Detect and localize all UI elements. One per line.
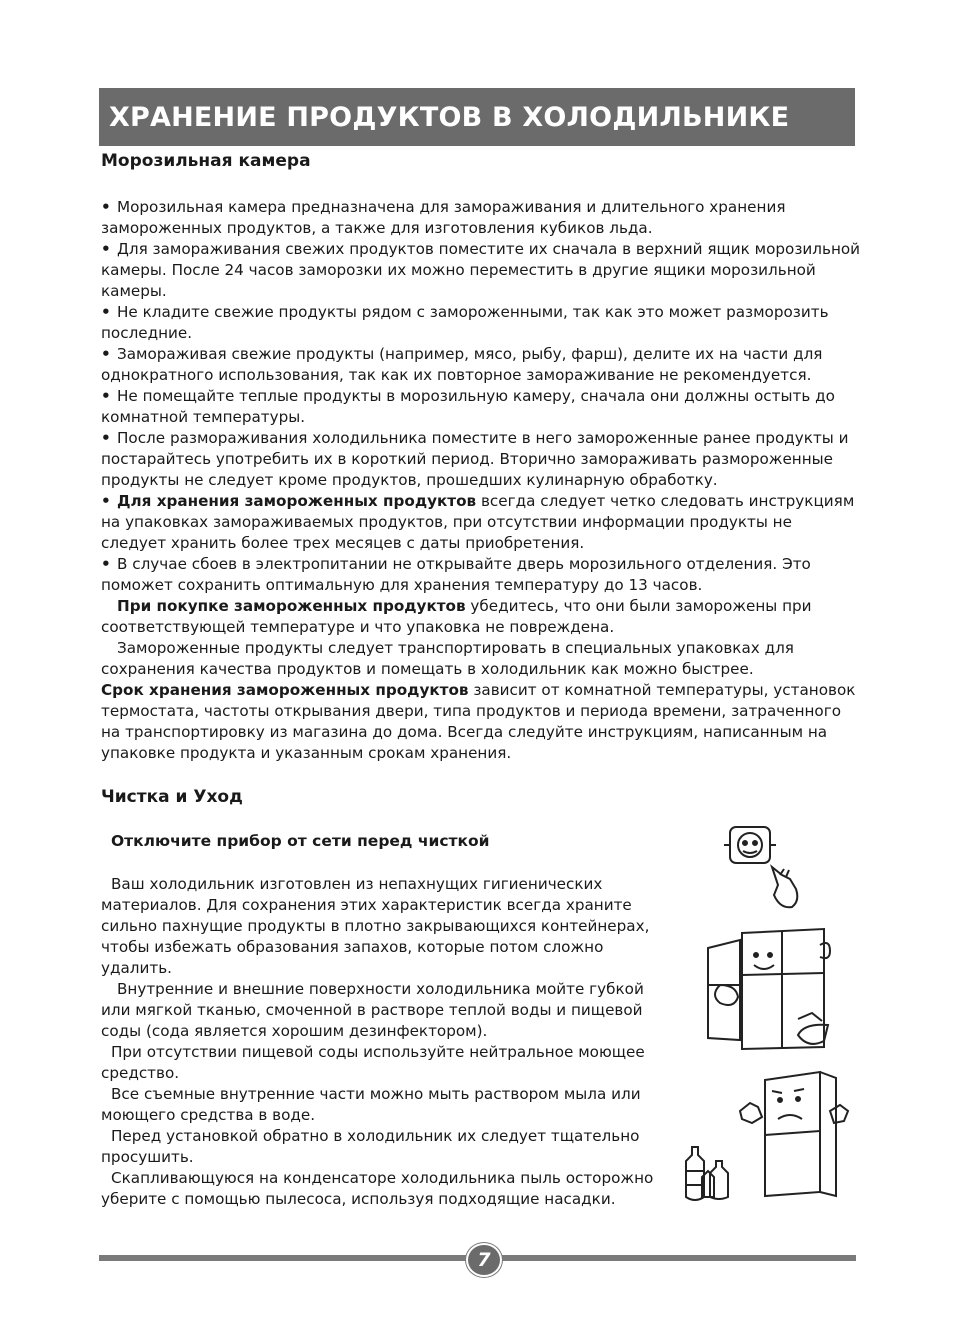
happy-fridge-icon [708,929,830,1049]
header-bar [99,88,855,146]
freezer-paragraph: • Не кладите свежие продукты рядом с замороженными, так как это может разморозить последние. [101,303,829,342]
sad-fridge-icon [740,1072,848,1196]
freezer-paragraph: • Не помещайте теплые продукты в морозильную камеру, сначала они должны остыть до комнатной температуры. [101,387,835,426]
cleaning-paragraph: Все съемные внутренние части можно мыть раствором мыла или моющего средства в воде. [101,1085,641,1124]
freezer-paragraph: • Для хранения замороженных продуктов всегда следует четко следовать инструкциям на упаковках замораживаемых продуктов, при отсутствии информации продукты не следует хранить более трех месяцев с даты приобретения. [101,492,855,552]
cleaning-body [101,874,661,1210]
cleaning-section-title: Чистка и Уход [101,787,243,807]
freezer-paragraph: • После размораживания холодильника поместите в него замороженные ранее продукты и постарайтесь употребить их в короткий период. Вторично замораживать размороженные продукты не следует кроме продуктов, прошедших кулинарную обработку. [101,429,849,489]
freezer-paragraph: • В случае сбоев в электропитании не открывайте дверь морозильного отделения. Это поможет сохранить оптимальную для хранения температуру до 13 часов. [101,555,811,594]
cleaning-paragraph: Внутренние и внешние поверхности холодильника мойте губкой или мягкой тканью, смоченной в растворе теплой воды и пищевой соды (сода является хорошим дезинфектором). [101,980,644,1040]
page-number-badge [466,1243,502,1277]
freezer-paragraph: При покупке замороженных продуктов убедитесь, что они были заморожены при соответствующей температуре и что упаковка не повреждена. [101,597,812,636]
freezer-paragraph: • Морозильная камера предназначена для замораживания и длительного хранения замороженных продуктов, а также для изготовления кубиков льда. [101,198,786,237]
cleaning-paragraph: Скапливающуюся на конденсаторе холодильника пыль осторожно уберите с помощью пылесоса, используя подходящие насадки. [101,1169,654,1208]
freezer-paragraph: Срок хранения замороженных продуктов зависит от комнатной температуры, установок термостата, частоты открывания двери, типа продуктов и периода времени, затраченного на транспортировку из магазина до дома. Всегда следуйте инструкциям, написанным на упаковке продукта и указанным срокам хранения. [101,681,856,762]
cleaning-paragraph: Ваш холодильник изготовлен из непахнущих гигиенических материалов. Для сохранения этих характеристик всегда храните сильно пахнущие продукты в плотно закрывающихся контейнерах, чтобы избежать образования запахов, которые потом сложно удалить. [101,875,650,977]
socket-icon [724,827,776,863]
page-number: 7 [477,1249,491,1271]
cleaning-paragraph: При отсутствии пищевой соды используйте нейтральное моющее средство. [101,1043,645,1082]
freezer-body [101,197,861,764]
freezer-paragraph: Замороженные продукты следует транспортировать в специальных упаковках для сохранения качества продуктов и помещать в холодильник как можно быстрее. [101,639,794,678]
freezer-paragraph: • Замораживая свежие продукты (например, мясо, рыбу, фарш), делите их на части для однократного использования, так как их повторное замораживание не рекомендуется. [101,345,823,384]
glove-hand-icon [772,867,797,907]
cleaning-illustration [680,815,870,1220]
freezer-paragraph: • Для замораживания свежих продуктов поместите их сначала в верхний ящик морозильной камеры. После 24 часов заморозки их можно переместить в другие ящики морозильной камеры. [101,240,861,300]
unplug-warning: Отключите прибор от сети перед чисткой [111,832,490,850]
freezer-section-title: Морозильная камера [101,151,311,171]
cleaning-paragraph: Перед установкой обратно в холодильник их следует тщательно просушить. [101,1127,640,1166]
page-title: ХРАНЕНИЕ ПРОДУКТОВ В ХОЛОДИЛЬНИКЕ [109,101,790,133]
cleaning-bottles-icon [686,1147,728,1200]
